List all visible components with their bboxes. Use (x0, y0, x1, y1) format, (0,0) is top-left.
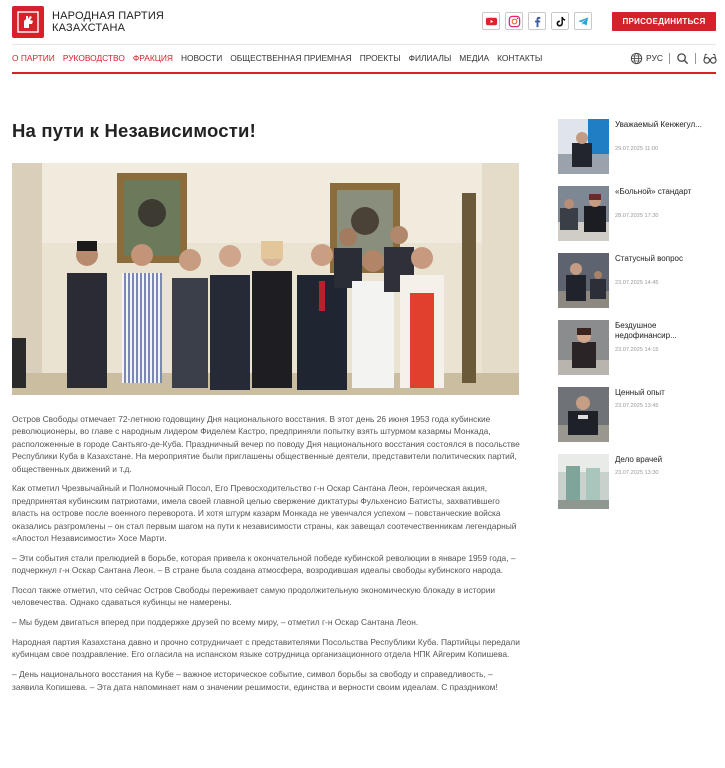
news-thumbnail (558, 119, 609, 174)
nav-item-about[interactable]: О ПАРТИИ (12, 53, 55, 63)
news-date: 23.07.2025 13:45 (615, 403, 659, 409)
facebook-icon[interactable] (528, 12, 546, 30)
brand-name[interactable] (52, 10, 164, 34)
language-switcher[interactable] (630, 52, 663, 65)
group-photo-image (12, 163, 519, 395)
article-photo (12, 163, 519, 395)
news-title: Бездушное недофинансир... (615, 321, 677, 340)
header-divider (12, 44, 716, 45)
language-label: РУС (646, 53, 664, 63)
party-logo[interactable] (12, 6, 44, 38)
news-item[interactable] (558, 320, 718, 387)
globe-icon (630, 52, 643, 65)
article-paragraph: – Эти события стали прелюдией в борьбе, которая привела к окончательной победе кубинской революции в январе 1959 года, – подчеркнул г-н Оскар Сантана Леон. – В стране была создана атмосфера, возродившая идеалы свободы кубинского народа. (12, 552, 516, 576)
related-news-sidebar (558, 119, 718, 521)
news-title: Дело врачей (615, 455, 663, 464)
fist-logo-icon (16, 10, 40, 34)
nav-item-projects[interactable]: ПРОЕКТЫ (359, 53, 401, 63)
news-date: 23.07.2025 13:30 (615, 470, 659, 476)
news-thumbnail (558, 253, 609, 308)
instagram-icon[interactable] (505, 12, 523, 30)
news-date: 29.07.2025 11:00 (615, 146, 659, 152)
brand-line-1: НАРОДНАЯ ПАРТИЯ (52, 10, 165, 22)
article-paragraph: Как отметил Чрезвычайный и Полномочный Посол, Его Превосходительство г-н Оскар Сантана Леон, героическая акция, предпринятая кубинским патриотами, имела своей главной целью свержение диктатуры Фульхенсио Батисты, захватившего власть на острове после военного переворота. И хотя штурм казарм Монкада не увенчался успехом – повстанческие войска оказались разгромлены – он стал первым шагом на пути к независимости страны, как завещал соотечественникам легендарный «Апостол Независимости» Хосе Марти. (12, 483, 517, 544)
social-links (482, 12, 592, 30)
news-item[interactable] (558, 253, 718, 320)
news-thumbnail (558, 186, 609, 241)
accessibility-glasses-icon[interactable] (702, 52, 718, 65)
news-item[interactable] (558, 454, 718, 521)
telegram-icon[interactable] (574, 12, 592, 30)
article-title: На пути к Независимости! (12, 120, 256, 141)
news-item[interactable] (558, 387, 718, 454)
article-paragraph: Остров Свободы отмечает 72-летнюю годовщину Дня национального восстания. В этот день 26 июня 1953 года кубинские революционеры, во главе с народным лидером Фиделем Кастро, предприняли попытку взять штурмом казармы Монкада, расположенные в городе Сантьяго-де-Куба. Праздничный вечер по поводу Дня национального восстания состоялся в посольстве Республики Куба в Казахстане. На мероприятие были приглашены общественные деятели, представители политических партий, общественных движений и т.д. (12, 414, 520, 474)
youtube-icon[interactable] (482, 12, 500, 30)
news-title: Статусный вопрос (615, 254, 683, 263)
nav-item-public-reception[interactable]: ОБЩЕСТВЕННАЯ ПРИЕМНАЯ (230, 53, 352, 63)
nav-separator (669, 53, 670, 64)
news-thumbnail (558, 454, 609, 509)
news-item[interactable] (558, 119, 718, 186)
nav-item-faction[interactable]: ФРАКЦИЯ (132, 53, 173, 63)
news-date: 28.07.2025 17:30 (615, 213, 659, 219)
article-paragraph: – Мы будем двигаться вперед при поддержке друзей по всему миру, – отметил г-н Оскар Сантана Леон. (12, 617, 419, 628)
nav-item-news[interactable]: НОВОСТИ (180, 53, 223, 63)
article-paragraph: – День национального восстания на Кубе – важное историческое событие, символ борьбы за свободу и справедливость, – заявила Копишева. – Эта дата напоминает нам о значении решимости, единства и верности своим идеалам. С праздником! (12, 669, 498, 692)
news-thumbnail (558, 320, 609, 375)
news-thumbnail (558, 387, 609, 442)
news-item[interactable] (558, 186, 718, 253)
brand-line-2: КАЗАХСТАНА (52, 22, 126, 34)
nav-tools (630, 50, 718, 66)
tiktok-icon[interactable] (551, 12, 569, 30)
site-header (0, 0, 725, 44)
nav-item-leadership[interactable]: РУКОВОДСТВО (62, 53, 125, 63)
news-date: 23.07.2025 14:15 (615, 347, 659, 353)
article-paragraph: Посол также отметил, что сейчас Остров Свободы переживает самую продолжительную экономическую блокаду в истории человечества. Однако сдаваться кубинцы не намерены. (12, 585, 496, 608)
nav-divider (12, 72, 716, 74)
article-body (12, 413, 522, 700)
search-icon[interactable] (676, 52, 689, 65)
nav-item-contacts[interactable]: КОНТАКТЫ (497, 53, 543, 63)
nav-separator-2 (695, 53, 696, 64)
article-paragraph: Народная партия Казахстана давно и прочно сотрудничает с представителями Посольства Республики Куба. Партийцы передали кубинцам свое поздравление. Его огласила на испанском языке сотрудница организационного отдела НПК Айгерим Копишева. (12, 637, 520, 660)
news-title: «Больной» стандарт (615, 187, 692, 196)
news-date: 23.07.2025 14:45 (615, 280, 659, 286)
news-title: Ценный опыт (615, 388, 665, 397)
nav-item-branches[interactable]: ФИЛИАЛЫ (408, 53, 452, 63)
news-title: Уважаемый Кенжегул... (615, 120, 702, 129)
nav-item-media[interactable]: МЕДИА (459, 53, 490, 63)
main-nav (12, 51, 542, 65)
join-button[interactable]: ПРИСОЕДИНИТЬСЯ (612, 12, 716, 31)
